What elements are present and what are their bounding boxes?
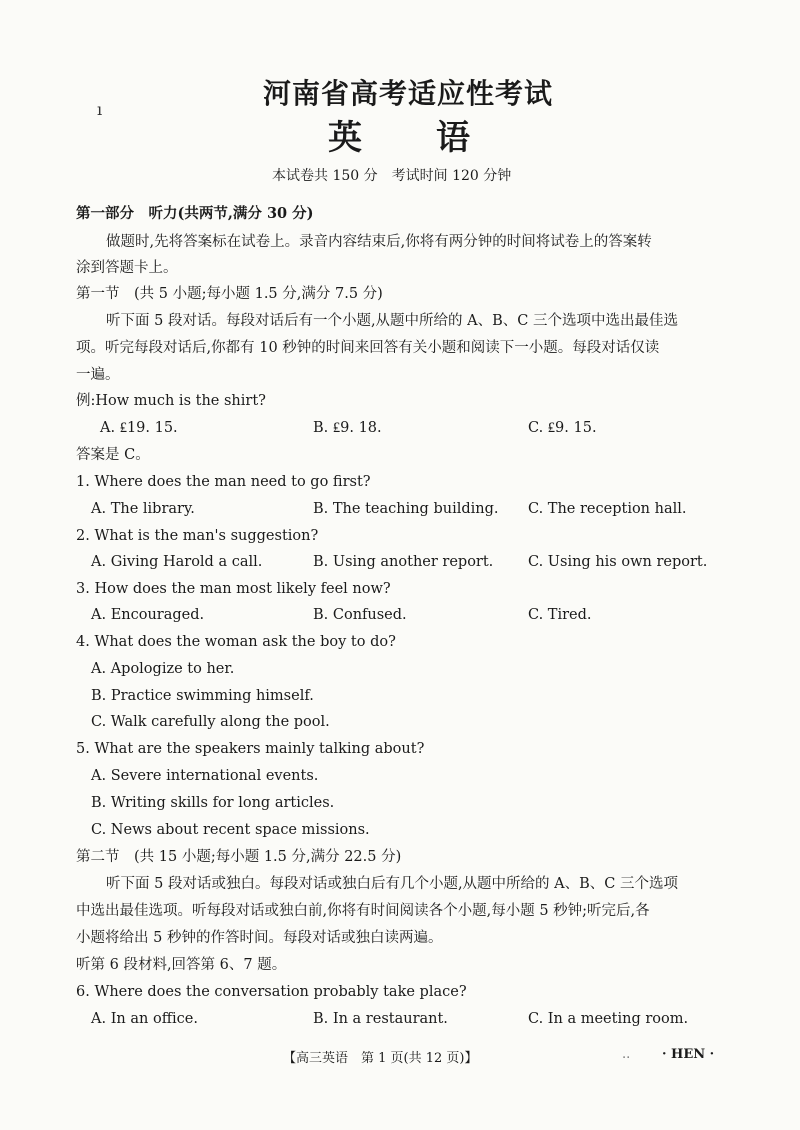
page-footer: 【高三英语 第 1 页(共 12 页)】 bbox=[283, 1051, 478, 1066]
q2-question: 2. What is the man's suggestion? bbox=[76, 528, 319, 544]
part1-intro-line2: 涂到答题卡上。 bbox=[76, 260, 178, 276]
part1-intro-line1: 做题时,先将答案标在试卷上。录音内容结束后,你将有两分钟的时间将试卷上的答案转 bbox=[106, 234, 652, 250]
q1-question: 1. Where does the man need to go first? bbox=[76, 474, 371, 490]
q3-option-a: A. Encouraged. bbox=[91, 607, 205, 623]
section2-heading: 第二节 (共 15 小题;每小题 1.5 分,满分 22.5 分) bbox=[76, 849, 402, 865]
q1-option-c: C. The reception hall. bbox=[528, 501, 687, 517]
section2-instr-line1: 听下面 5 段对话或独白。每段对话或独白后有几个小题,从题中所给的 A、B、C 三个选项 bbox=[106, 876, 678, 892]
section1-instr-line3: 一遍。 bbox=[76, 367, 120, 383]
example-option-a: A. ₤19. 15. bbox=[100, 420, 178, 436]
q3-option-b: B. Confused. bbox=[313, 607, 407, 623]
footer-dots: .. bbox=[622, 1047, 631, 1062]
q1-option-b: B. The teaching building. bbox=[313, 501, 499, 517]
exam-info: 本试卷共 150 分 考试时间 120 分钟 bbox=[272, 168, 512, 184]
q6-question: 6. Where does the conversation probably take place? bbox=[76, 984, 467, 1000]
subject-char-2: 语 bbox=[436, 118, 470, 158]
q4-option-a: A. Apologize to her. bbox=[91, 661, 235, 677]
example-option-c: C. ₤9. 15. bbox=[528, 420, 597, 436]
exam-title: 河南省高考适应性考试 bbox=[263, 77, 554, 110]
section1-instr-line2: 项。听完每段对话后,你都有 10 秒钟的时间来回答有关小题和阅读下一小题。每段对话仅读 bbox=[76, 340, 660, 356]
footer-code: · HEN · bbox=[662, 1047, 715, 1062]
q6-option-c: C. In a meeting room. bbox=[528, 1011, 689, 1027]
part1-heading: 第一部分 听力(共两节,满分 30 分) bbox=[76, 205, 314, 222]
q1-option-a: A. The library. bbox=[91, 501, 195, 517]
stray-mark: ı bbox=[97, 100, 103, 119]
q5-question: 5. What are the speakers mainly talking about? bbox=[76, 741, 425, 757]
example-answer: 答案是 C。 bbox=[76, 447, 150, 463]
section2-instr-line3: 小题将给出 5 秒钟的作答时间。每段对话或独白读两遍。 bbox=[76, 930, 443, 946]
example-question: 例:How much is the shirt? bbox=[76, 393, 266, 409]
material6-instruction: 听第 6 段材料,回答第 6、7 题。 bbox=[76, 957, 287, 973]
example-option-b: B. ₤9. 18. bbox=[313, 420, 382, 436]
q5-option-b: B. Writing skills for long articles. bbox=[91, 795, 335, 811]
section2-instr-line2: 中选出最佳选项。听每段对话或独白前,你将有时间阅读各个小题,每小题 5 秒钟;听完后,各 bbox=[76, 903, 650, 919]
section1-instr-line1: 听下面 5 段对话。每段对话后有一个小题,从题中所给的 A、B、C 三个选项中选出最佳选 bbox=[106, 313, 678, 329]
q2-option-b: B. Using another report. bbox=[313, 554, 494, 570]
q3-option-c: C. Tired. bbox=[528, 607, 592, 623]
q4-option-b: B. Practice swimming himself. bbox=[91, 688, 314, 704]
section1-heading: 第一节 (共 5 小题;每小题 1.5 分,满分 7.5 分) bbox=[76, 286, 383, 302]
q5-option-a: A. Severe international events. bbox=[91, 768, 319, 784]
q2-option-a: A. Giving Harold a call. bbox=[91, 554, 263, 570]
subject-char-1: 英 bbox=[328, 118, 362, 158]
q6-option-b: B. In a restaurant. bbox=[313, 1011, 448, 1027]
q3-question: 3. How does the man most likely feel now? bbox=[76, 581, 391, 597]
q4-option-c: C. Walk carefully along the pool. bbox=[91, 714, 330, 730]
q2-option-c: C. Using his own report. bbox=[528, 554, 708, 570]
q4-question: 4. What does the woman ask the boy to do? bbox=[76, 634, 396, 650]
q6-option-a: A. In an office. bbox=[91, 1011, 198, 1027]
q5-option-c: C. News about recent space missions. bbox=[91, 822, 370, 838]
